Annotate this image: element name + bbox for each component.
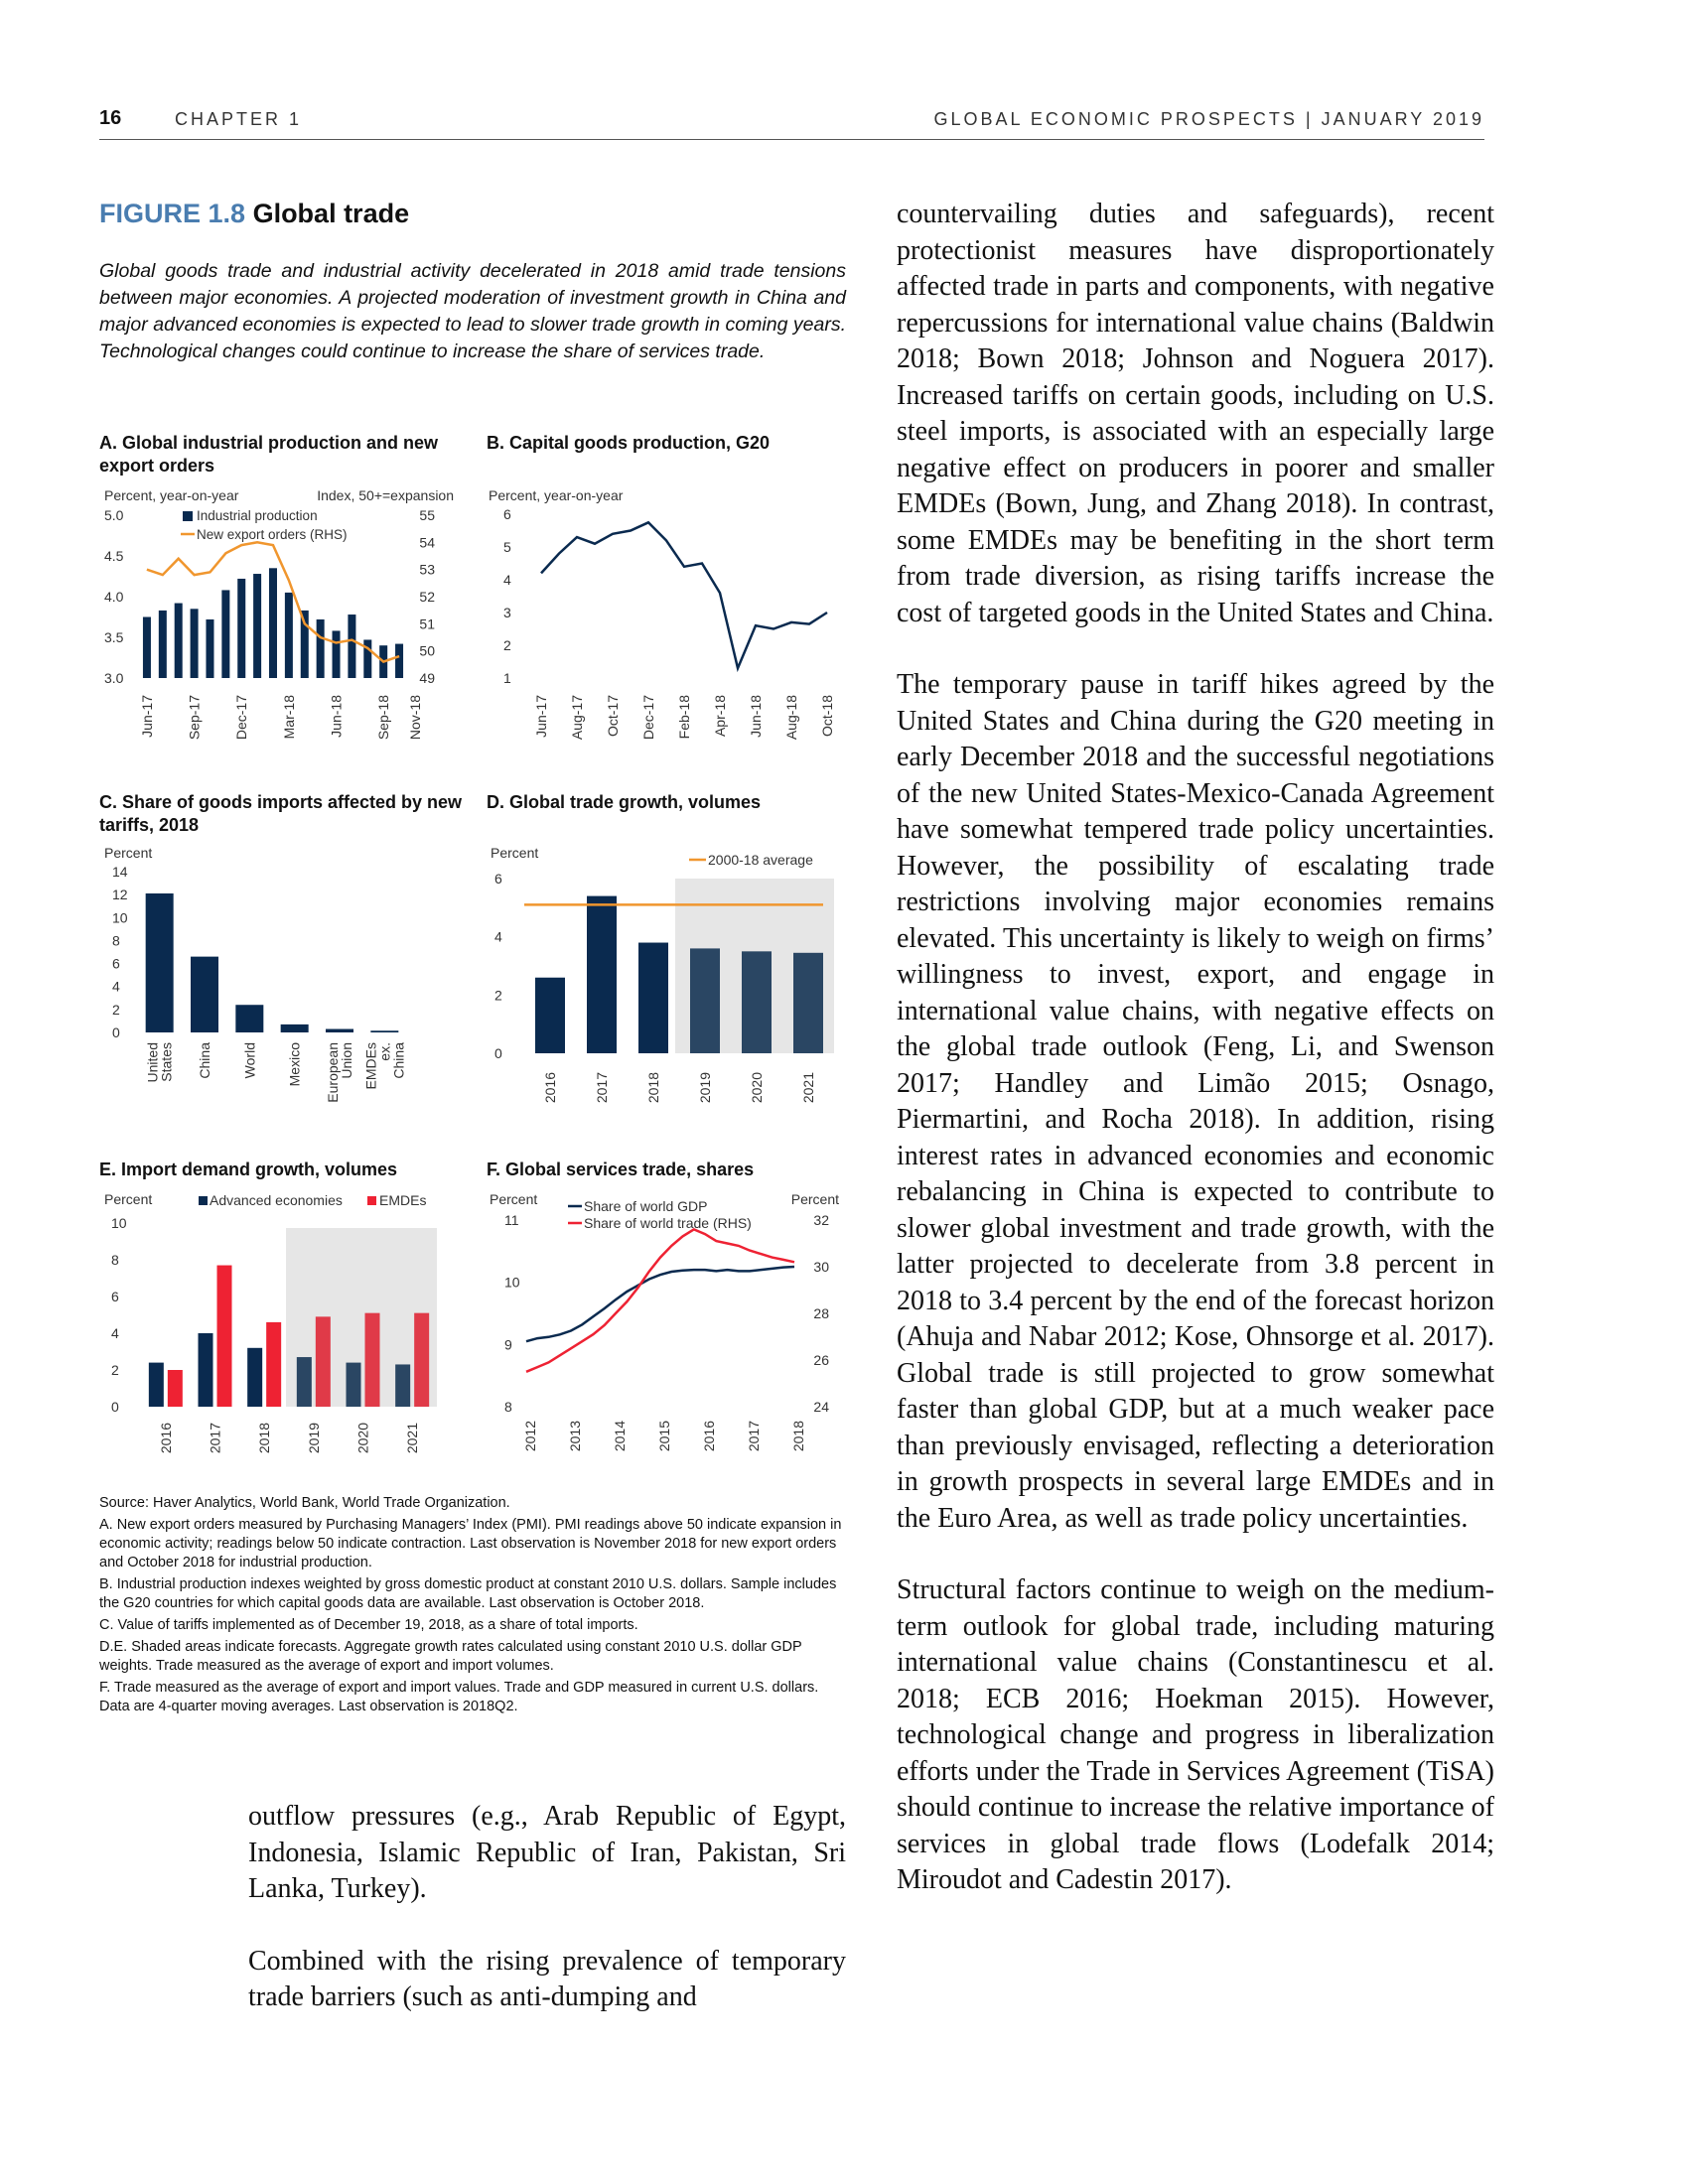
chart-b-x-label: Jun-18 bbox=[748, 695, 764, 738]
chart-f-y2label: Percent bbox=[790, 1191, 839, 1207]
chart-a-bar bbox=[317, 619, 325, 678]
chart-e-x-label: 2019 bbox=[305, 1423, 322, 1454]
page-number: 16 bbox=[99, 107, 122, 129]
figure-title bbox=[99, 199, 409, 229]
chart-f-y2-tick: 32 bbox=[813, 1212, 829, 1228]
chart-a-y-tick: 4.5 bbox=[104, 548, 124, 564]
chart-a-x-label: Nov-18 bbox=[406, 695, 423, 741]
chart-d-x-label: 2019 bbox=[697, 1072, 713, 1104]
chart-d-y-tick: 4 bbox=[494, 928, 502, 945]
chart-a-bar bbox=[143, 617, 151, 679]
chart-a-bar bbox=[285, 593, 293, 678]
chart-c-ylabel: Percent bbox=[104, 845, 153, 861]
chart-f-y2-tick: 26 bbox=[813, 1352, 829, 1368]
chart-e-bar-emde bbox=[414, 1313, 429, 1407]
chapter-label: CHAPTER 1 bbox=[175, 109, 303, 129]
chart-b-y-tick: 3 bbox=[503, 605, 511, 620]
chart-e-x-label: 2021 bbox=[404, 1423, 421, 1454]
note-f: F. Trade measured as the average of export and import values. Trade and GDP measured in current U.S. dollars. Data are 4-quarter moving averages. Last observation is 2018Q2. bbox=[99, 1680, 819, 1714]
panel-f-title: F. Global services trade, shares bbox=[487, 1160, 755, 1179]
chart-d-bar bbox=[742, 951, 772, 1053]
panel-d-title: D. Global trade growth, volumes bbox=[487, 792, 762, 812]
chart-f-y2-tick: 24 bbox=[813, 1399, 829, 1415]
chart-e-x-label: 2018 bbox=[256, 1423, 273, 1454]
chart-f-legend-gdp: Share of world GDP bbox=[584, 1198, 708, 1214]
chart-b-y-tick: 2 bbox=[503, 637, 511, 653]
figure-name: Global trade bbox=[252, 199, 410, 228]
chart-e-bar-emde bbox=[168, 1370, 183, 1407]
chart-c-y-tick: 14 bbox=[112, 864, 128, 880]
chart-c-x-label: World bbox=[241, 1042, 258, 1079]
chart-b-x-label: Dec-17 bbox=[640, 695, 656, 741]
chart-a-legend-bar-swatch bbox=[183, 511, 193, 521]
chart-a-y-tick: 4.0 bbox=[104, 589, 124, 605]
chart-e-bar-advanced bbox=[297, 1357, 312, 1407]
chart-a-y2-tick: 49 bbox=[419, 670, 435, 686]
chart-a-y2-tick: 53 bbox=[419, 561, 435, 578]
publication-title: GLOBAL ECONOMIC PROSPECTS | JANUARY 2019 bbox=[933, 109, 1484, 129]
chart-b-y-tick: 6 bbox=[503, 506, 511, 522]
chart-f-x-label: 2017 bbox=[746, 1421, 762, 1452]
chart-c-bar bbox=[370, 1030, 398, 1032]
chart-a-y-tick: 5.0 bbox=[104, 507, 124, 523]
chart-d-global-trade-growth bbox=[487, 842, 844, 1115]
header-rule bbox=[99, 139, 1484, 140]
chart-a-ylabel: Percent, year-on-year bbox=[104, 487, 239, 503]
chart-e-bar-emde bbox=[217, 1266, 232, 1407]
chart-f-services-trade-shares bbox=[487, 1186, 849, 1479]
chart-e-bar-emde bbox=[316, 1316, 331, 1407]
chart-a-x-label: Dec-17 bbox=[233, 695, 250, 741]
chart-e-legend-emde: EMDEs bbox=[379, 1192, 427, 1208]
left-paragraph-1: outflow pressures (e.g., Arab Republic of Egypt, Indonesia, Islamic Republic of Iran, Pakistan, Sri Lanka, Turkey). bbox=[248, 1801, 846, 1904]
right-paragraph-2: The temporary pause in tariff hikes agreed by the United States and China during the G20 meeting in early December 2018 and the successful negotiations of the new United States-Mexico-Canada Agreement have somewhat tempered trade policy uncertainties. However, the possibility of escalating trade restrictions involving major economies remains elevated. This uncertainty is likely to weigh on firms’ willingness to invest, export, and engage in international value chains, with negative effects on the global trade outlook (Feng, Li, and Swenson 2017; Handley and Limão 2015; Osnago, Piermartini, and Rocha 2018). In addition, rising interest rates in advanced economies and economic rebalancing in China is expected to contribute to slower global investment and trade growth, with the latter projected to decelerate from 3.8 percent in 2018 to 3.4 percent by the end of the forecast horizon (Ahuja and Nabar 2012; Kose, Ohnsorge et al. 2017). Global trade is still projected to grow somewhat faster than global GDP, but at a much weaker pace than previously envisaged, reflecting a deterioration in growth prospects in several large EMDEs and in the Euro Area, as well as trade policy uncertainties. bbox=[897, 669, 1494, 1534]
chart-d-x-label: 2021 bbox=[800, 1072, 816, 1104]
chart-e-legend-ae: Advanced economies bbox=[210, 1192, 343, 1208]
chart-e-bar-advanced bbox=[149, 1363, 164, 1407]
chart-c-y-tick: 2 bbox=[112, 1001, 120, 1018]
chart-c-bar bbox=[281, 1024, 309, 1032]
chart-b-x-label: Aug-18 bbox=[783, 695, 799, 741]
chart-c-y-tick: 6 bbox=[112, 955, 120, 972]
chart-f-y2-tick: 30 bbox=[813, 1259, 829, 1275]
right-column-text bbox=[897, 197, 1494, 1935]
chart-d-legend-average: 2000-18 average bbox=[708, 852, 813, 868]
chart-a-bar bbox=[206, 619, 213, 678]
chart-a-bar bbox=[333, 630, 341, 678]
chart-e-import-demand-growth bbox=[99, 1186, 467, 1479]
chart-a-legend-orders: New export orders (RHS) bbox=[197, 527, 348, 542]
chart-e-y-tick: 0 bbox=[111, 1399, 119, 1415]
chart-b-x-label: Jun-17 bbox=[533, 695, 549, 738]
chart-c-bar bbox=[235, 1005, 263, 1032]
chart-d-bar bbox=[535, 978, 565, 1053]
chart-a-bar bbox=[175, 604, 183, 678]
chart-a-bar bbox=[221, 590, 229, 678]
chart-b-x-label: Apr-18 bbox=[712, 695, 728, 738]
chart-e-bar-emde bbox=[266, 1322, 281, 1407]
chart-b-series-line bbox=[541, 522, 827, 668]
chart-a-bar bbox=[348, 614, 355, 678]
chart-f-y2-tick: 28 bbox=[813, 1305, 829, 1321]
right-paragraph-1: countervailing duties and safeguards), recent protectionist measures have disproportionately affected trade in parts and components, with negative repercussions for international value chains (Baldwin 2018; Bown 2018; Johnson and Noguera 2017). Increased tariffs on certain goods, including on U.S. steel imports, is associated with an especially large negative effect on producers in poorer and smaller EMDEs (Bown, Jung, and Zhang 2018). In contrast, some EMDEs may be benefiting in the short term from trade diversion, as rising tariffs increase the cost of targeted goods in the United States and China. bbox=[897, 199, 1494, 628]
chart-c-bar bbox=[146, 893, 174, 1032]
chart-f-ylabel: Percent bbox=[490, 1191, 538, 1207]
chart-e-bar-advanced bbox=[247, 1348, 262, 1407]
chart-c-y-tick: 8 bbox=[112, 932, 120, 949]
chart-a-y2-tick: 51 bbox=[419, 615, 435, 632]
chart-c-x-label: Mexico bbox=[286, 1042, 303, 1087]
chart-c-y-tick: 4 bbox=[112, 978, 120, 995]
chart-a-x-label: Jun-18 bbox=[328, 695, 345, 738]
chart-d-x-label: 2017 bbox=[594, 1072, 610, 1104]
figure-subtitle: Global goods trade and industrial activity decelerated in 2018 amid trade tensions between major economies. A projected moderation of investment growth in China and major advanced economies is expected to lead to slower trade growth in coming years. Technological changes could continue to increase the share of services trade. bbox=[99, 260, 846, 362]
chart-f-legend-trade: Share of world trade (RHS) bbox=[584, 1215, 752, 1231]
chart-a-legend-ip: Industrial production bbox=[197, 508, 318, 523]
chart-c-x-label: China bbox=[197, 1042, 212, 1079]
note-b: B. Industrial production indexes weighted by gross domestic product at constant 2010 U.S. dollars. Sample includes the G20 countries for which capital goods data are available. Last observation is October 2018. bbox=[99, 1576, 837, 1611]
chart-e-y-tick: 2 bbox=[111, 1362, 119, 1378]
chart-d-bar bbox=[690, 948, 720, 1053]
chart-d-x-label: 2020 bbox=[749, 1072, 765, 1104]
chart-f-gdp-line bbox=[526, 1267, 794, 1341]
chart-f-y-tick: 11 bbox=[504, 1212, 519, 1228]
chart-c-x-label: EMDEsex.China bbox=[362, 1042, 407, 1090]
chart-d-bar bbox=[638, 943, 668, 1053]
panel-e-title: E. Import demand growth, volumes bbox=[99, 1160, 398, 1179]
note-c: C. Value of tariffs implemented as of December 19, 2018, as a share of total imports. bbox=[99, 1617, 638, 1633]
chart-a-x-label: Sep-18 bbox=[375, 695, 392, 741]
chart-b-y-tick: 5 bbox=[503, 539, 511, 555]
chart-d-y-tick: 2 bbox=[494, 987, 502, 1004]
chart-f-x-label: 2018 bbox=[790, 1421, 806, 1452]
chart-b-y-tick: 4 bbox=[503, 572, 511, 588]
left-paragraph-2: Combined with the rising prevalence of temporary trade barriers (such as anti-dumping and bbox=[248, 1945, 846, 2012]
chart-e-y-tick: 10 bbox=[111, 1215, 127, 1231]
chart-a-y2-tick: 50 bbox=[419, 642, 435, 659]
chart-b-x-label: Aug-17 bbox=[569, 695, 585, 741]
chart-f-y-tick: 8 bbox=[504, 1399, 512, 1415]
chart-b-x-label: Oct-17 bbox=[605, 695, 621, 738]
chart-e-bar-emde bbox=[365, 1313, 380, 1407]
chart-f-y-tick: 9 bbox=[504, 1336, 512, 1353]
chart-a-bar bbox=[395, 644, 403, 678]
chart-c-bar bbox=[191, 957, 218, 1032]
chart-c-tariff-share bbox=[99, 842, 467, 1115]
chart-a-bar bbox=[269, 568, 277, 678]
chart-e-legend-ae-swatch bbox=[199, 1196, 208, 1205]
panel-a-title: A. Global industrial production and new export orders bbox=[99, 433, 439, 476]
chart-c-x-label: UnitedStates bbox=[144, 1042, 175, 1083]
chart-a-x-label: Sep-17 bbox=[186, 695, 203, 741]
chart-b-y-tick: 1 bbox=[503, 670, 511, 686]
panel-b-title: B. Capital goods production, G20 bbox=[487, 433, 771, 453]
chart-c-bar bbox=[326, 1029, 353, 1032]
chart-e-bar-advanced bbox=[395, 1364, 410, 1407]
chart-d-ylabel: Percent bbox=[491, 845, 539, 861]
chart-a-y2-tick: 54 bbox=[419, 534, 435, 551]
chart-a-y-tick: 3.0 bbox=[104, 670, 124, 686]
chart-b-capital-goods-production bbox=[487, 484, 844, 757]
right-paragraph-3: Structural factors continue to weigh on the medium-term outlook for global trade, including maturing international value chains (Constantinescu et al. 2018; ECB 2016; Hoekman 2015). However, technological change and progress in liberalization efforts under the Trade in Services Agreement (TiSA) should continue to increase the relative importance of services in global trade flows (Lodefalk 2014; Miroudot and Cadestin 2017). bbox=[897, 1574, 1494, 1895]
chart-f-x-label: 2014 bbox=[612, 1421, 628, 1452]
chart-c-x-label: EuropeanUnion bbox=[325, 1042, 354, 1103]
chart-b-ylabel: Percent, year-on-year bbox=[489, 487, 624, 503]
chart-f-x-label: 2015 bbox=[656, 1421, 672, 1452]
chart-d-y-tick: 0 bbox=[494, 1045, 502, 1061]
chart-e-y-tick: 8 bbox=[111, 1252, 119, 1268]
chart-f-x-label: 2016 bbox=[701, 1421, 717, 1452]
chart-e-ylabel: Percent bbox=[104, 1191, 153, 1207]
chart-e-x-label: 2016 bbox=[157, 1423, 174, 1454]
chart-d-x-label: 2016 bbox=[542, 1072, 558, 1104]
chart-a-bar bbox=[159, 611, 167, 678]
chart-c-y-tick: 12 bbox=[112, 887, 128, 903]
chart-a-bar bbox=[191, 609, 199, 678]
chart-a-y2-tick: 55 bbox=[419, 507, 435, 523]
chart-f-trade-line bbox=[526, 1229, 794, 1371]
chart-a-y2label: Index, 50+=expansion bbox=[317, 487, 454, 503]
chart-a-bar bbox=[237, 579, 245, 678]
chart-a-x-label: Mar-18 bbox=[280, 695, 297, 740]
figure-notes bbox=[99, 1494, 846, 1719]
left-column-text bbox=[248, 1799, 846, 2052]
chart-f-x-label: 2013 bbox=[567, 1421, 583, 1452]
note-de: D.E. Shaded areas indicate forecasts. Aggregate growth rates calculated using constant 2010 U.S. dollar GDP weights. Trade measured as the average of export and import volumes. bbox=[99, 1639, 802, 1674]
chart-b-x-label: Feb-18 bbox=[676, 695, 692, 740]
note-a: A. New export orders measured by Purchasing Managers’ Index (PMI). PMI readings above 50 indicate expansion in economic activity; readings below 50 indicate contraction. Last observation is November 2018 for new export orders and October 2018 for industrial production. bbox=[99, 1517, 842, 1570]
chart-c-y-tick: 0 bbox=[112, 1024, 120, 1040]
note-source: Source: Haver Analytics, World Bank, World Trade Organization. bbox=[99, 1495, 510, 1511]
chart-e-y-tick: 6 bbox=[111, 1289, 119, 1304]
chart-a-y2-tick: 52 bbox=[419, 589, 435, 605]
chart-e-y-tick: 4 bbox=[111, 1325, 119, 1341]
chart-d-y-tick: 6 bbox=[494, 871, 502, 887]
chart-c-y-tick: 10 bbox=[112, 909, 128, 926]
chart-d-bar bbox=[793, 953, 823, 1053]
chart-a-x-label: Jun-17 bbox=[138, 695, 155, 738]
chart-a-y-tick: 3.5 bbox=[104, 629, 124, 645]
chart-a-global-industrial-production bbox=[99, 484, 467, 757]
chart-e-legend-emde-swatch bbox=[367, 1196, 376, 1205]
chart-e-x-label: 2017 bbox=[207, 1423, 223, 1454]
chart-d-bar bbox=[587, 896, 617, 1053]
chart-e-bar-advanced bbox=[199, 1333, 213, 1407]
chart-f-y-tick: 10 bbox=[504, 1274, 520, 1291]
chart-a-bar bbox=[253, 574, 261, 678]
panel-c-title: C. Share of goods imports affected by new tariffs, 2018 bbox=[99, 792, 463, 835]
chart-b-x-label: Oct-18 bbox=[819, 695, 835, 738]
chart-e-bar-advanced bbox=[347, 1363, 361, 1407]
figure-number: FIGURE 1.8 bbox=[99, 199, 246, 228]
chart-d-x-label: 2018 bbox=[645, 1072, 661, 1104]
chart-e-x-label: 2020 bbox=[354, 1423, 371, 1454]
chart-f-x-label: 2012 bbox=[522, 1421, 538, 1452]
